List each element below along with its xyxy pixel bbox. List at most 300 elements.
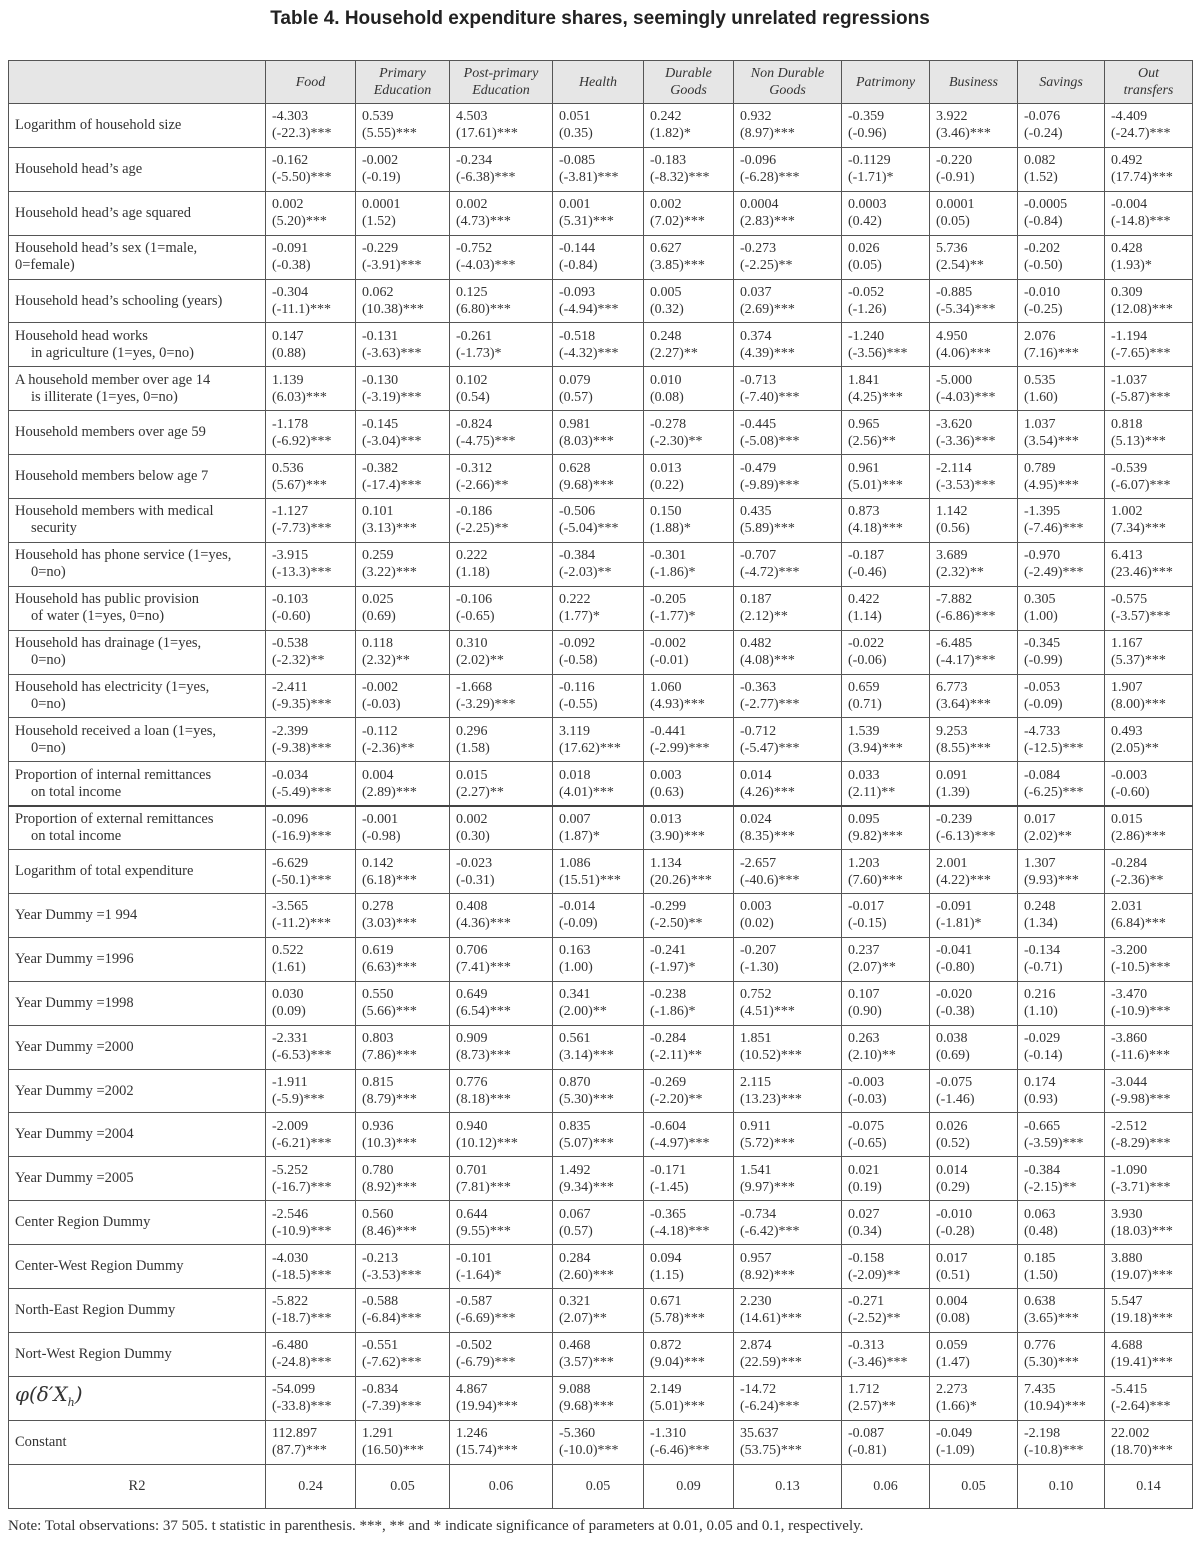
table-cell <box>734 1113 842 1157</box>
coefficient: 0.037 <box>740 285 772 300</box>
table-cell <box>553 586 644 630</box>
table-cell <box>644 104 734 148</box>
t-statistic: (-6.28)*** <box>740 170 800 186</box>
t-statistic: (4.25)*** <box>848 389 903 405</box>
coefficient: -5.415 <box>1111 1382 1148 1398</box>
table-cell <box>930 1113 1018 1157</box>
t-statistic: (13.23)*** <box>740 1092 802 1108</box>
coefficient: -2.657 <box>740 855 777 871</box>
t-statistic: (5.07)*** <box>559 1135 614 1151</box>
coefficient: -0.103 <box>272 592 309 608</box>
table-cell <box>734 586 842 630</box>
coefficient: -0.075 <box>848 1118 885 1134</box>
t-statistic: (5.13)*** <box>1111 433 1166 449</box>
column-header-line: Goods <box>670 83 707 98</box>
t-statistic: (8.92)*** <box>362 1179 417 1195</box>
table-cell <box>1105 455 1193 499</box>
coefficient: 1.851 <box>740 1031 772 1047</box>
coefficient: 9.253 <box>936 723 968 739</box>
coefficient: 2.273 <box>936 1382 968 1398</box>
t-statistic: (4.93)*** <box>650 697 705 713</box>
t-statistic: (8.00)*** <box>1111 697 1166 713</box>
table-cell <box>1018 499 1105 543</box>
coefficient: -0.304 <box>272 285 309 300</box>
table-cell <box>1018 542 1105 586</box>
table-cell <box>1018 1157 1105 1201</box>
t-statistic: (0.69) <box>362 609 396 625</box>
table-row <box>9 499 1193 543</box>
t-statistic: (-1.86)* <box>650 565 696 581</box>
coefficient: 0.305 <box>1024 592 1056 608</box>
table-row <box>9 235 1193 279</box>
t-statistic: (5.67)*** <box>272 477 327 493</box>
t-statistic: (1.60) <box>1024 389 1058 405</box>
table-row <box>9 191 1193 235</box>
coefficient: -0.187 <box>848 548 885 564</box>
table-cell <box>450 806 553 850</box>
t-statistic: (-6.25)*** <box>1024 784 1084 800</box>
coefficient: -0.052 <box>848 285 885 300</box>
coefficient: 0.095 <box>848 811 880 827</box>
t-statistic: (-5.49)*** <box>272 784 332 800</box>
table-cell <box>450 191 553 235</box>
table-cell <box>356 411 450 455</box>
table-cell <box>266 718 356 762</box>
coefficient: -0.220 <box>936 153 973 169</box>
coefficient: -5.360 <box>559 1426 596 1442</box>
table-cell <box>450 411 553 455</box>
coefficient: 0.222 <box>456 548 488 564</box>
coefficient: 0.981 <box>559 416 591 432</box>
coefficient: -4.409 <box>1111 109 1148 125</box>
column-header <box>1018 61 1105 104</box>
coefficient: 0.536 <box>272 460 304 476</box>
r2-value: 0.10 <box>1018 1464 1105 1508</box>
table-cell <box>1105 104 1193 148</box>
coefficient: 0.248 <box>1024 899 1056 915</box>
coefficient: 0.003 <box>740 899 772 915</box>
t-statistic: (5.89)*** <box>740 521 795 537</box>
t-statistic: (-12.5)*** <box>1024 740 1084 756</box>
coefficient: 5.736 <box>936 241 968 257</box>
coefficient: -0.183 <box>650 153 687 169</box>
t-statistic: (10.38)*** <box>362 302 424 317</box>
t-statistic: (-11.1)*** <box>272 302 331 317</box>
t-statistic: (2.11)** <box>848 784 896 800</box>
table-cell <box>450 1157 553 1201</box>
coefficient: 0.002 <box>272 197 304 213</box>
column-header <box>450 61 553 104</box>
table-note: Note: Total observations: 37 505. t statistic in parenthesis. ***, ** and * indicate significance of parameters at 0.01, 0.05 and 0.1, respectively. <box>8 1518 864 1534</box>
coefficient: 0.125 <box>456 285 488 300</box>
row-label-line: Year Dummy =2005 <box>15 1170 134 1187</box>
t-statistic: (-0.46) <box>848 565 887 581</box>
coefficient: -0.207 <box>740 943 777 959</box>
column-header-line: Out <box>1138 66 1159 81</box>
coefficient: 0.017 <box>1024 811 1056 827</box>
coefficient: -0.004 <box>1111 197 1148 213</box>
t-statistic: (-3.71)*** <box>1111 1179 1171 1195</box>
table-cell <box>734 1201 842 1245</box>
coefficient: -0.382 <box>362 460 399 476</box>
table-row <box>9 1157 1193 1201</box>
t-statistic: (6.54)*** <box>456 1004 511 1020</box>
table-cell <box>553 1376 644 1420</box>
table-cell <box>644 1245 734 1289</box>
coefficient: 0.059 <box>936 1338 968 1354</box>
t-statistic: (15.74)*** <box>456 1443 518 1459</box>
table-cell <box>842 894 930 938</box>
t-statistic: (-0.28) <box>936 1223 975 1239</box>
row-label <box>9 586 266 630</box>
coefficient: -0.092 <box>559 636 596 652</box>
table-row <box>9 455 1193 499</box>
table-cell <box>450 630 553 674</box>
coefficient: 0.024 <box>740 811 772 827</box>
coefficient: 0.482 <box>740 636 772 652</box>
table-row <box>9 279 1193 323</box>
coefficient: 0.0001 <box>936 197 975 213</box>
table-cell <box>644 630 734 674</box>
t-statistic: (2.00)** <box>559 1004 607 1020</box>
t-statistic: (7.16)*** <box>1024 345 1079 361</box>
table-cell <box>553 279 644 323</box>
t-statistic: (-5.87)*** <box>1111 389 1171 405</box>
t-statistic: (14.61)*** <box>740 1311 802 1327</box>
coefficient: 0.628 <box>559 460 591 476</box>
t-statistic: (-11.2)*** <box>272 916 331 932</box>
table-row <box>9 586 1193 630</box>
table-cell <box>734 191 842 235</box>
t-statistic: (-1.86)* <box>650 1004 696 1020</box>
coefficient: -0.101 <box>456 1250 493 1266</box>
table-cell <box>1105 1332 1193 1376</box>
coefficient: 0.147 <box>272 328 304 344</box>
column-header-line: Goods <box>769 83 806 98</box>
table-cell <box>644 1157 734 1201</box>
table-cell <box>842 1376 930 1420</box>
t-statistic: (6.63)*** <box>362 960 417 976</box>
coefficient: -1.395 <box>1024 504 1061 520</box>
table-cell <box>356 1289 450 1333</box>
table-cell <box>644 981 734 1025</box>
r2-value: 0.13 <box>734 1464 842 1508</box>
t-statistic: (3.54)*** <box>1024 433 1079 449</box>
table-cell <box>450 894 553 938</box>
coefficient: 1.539 <box>848 723 880 739</box>
t-statistic: (2.02)** <box>1024 828 1072 844</box>
t-statistic: (18.03)*** <box>1111 1223 1173 1239</box>
table-cell <box>842 674 930 718</box>
coefficient: -0.229 <box>362 241 399 257</box>
table-cell <box>266 1201 356 1245</box>
table-cell <box>734 455 842 499</box>
table-cell <box>356 937 450 981</box>
coefficient: 0.428 <box>1111 241 1143 257</box>
table-title: Table 4. Household expenditure shares, seemingly unrelated regressions <box>270 8 930 29</box>
t-statistic: (8.92)*** <box>740 1267 795 1283</box>
row-label <box>9 147 266 191</box>
table-cell <box>356 191 450 235</box>
coefficient: -5.000 <box>936 372 973 388</box>
t-statistic: (8.18)*** <box>456 1092 511 1108</box>
coefficient: 0.659 <box>848 680 880 696</box>
coefficient: -0.023 <box>456 855 493 871</box>
t-statistic: (9.68)*** <box>559 1399 614 1415</box>
t-statistic: (-6.92)*** <box>272 433 332 449</box>
table-cell <box>1018 1289 1105 1333</box>
t-statistic: (-2.03)** <box>559 565 612 581</box>
coefficient: 1.307 <box>1024 855 1056 871</box>
table-cell <box>553 1289 644 1333</box>
row-label-line: security <box>31 520 77 537</box>
table-cell <box>842 499 930 543</box>
table-cell <box>1105 411 1193 455</box>
coefficient: 0.259 <box>362 548 394 564</box>
t-statistic: (-0.06) <box>848 653 887 669</box>
t-statistic: (-0.60) <box>272 609 311 625</box>
coefficient: -0.284 <box>1111 855 1148 871</box>
row-label <box>9 1113 266 1157</box>
coefficient: 0.752 <box>740 987 772 1003</box>
table-cell <box>450 981 553 1025</box>
table-cell <box>842 279 930 323</box>
coefficient: 0.870 <box>559 1075 591 1091</box>
coefficient: -0.363 <box>740 680 777 696</box>
row-label-line: of water (1=yes, 0=no) <box>31 608 165 625</box>
table-cell <box>930 1157 1018 1201</box>
coefficient: 0.248 <box>650 328 682 344</box>
coefficient: 0.818 <box>1111 416 1143 432</box>
coefficient: -0.269 <box>650 1075 687 1091</box>
t-statistic: (3.94)*** <box>848 740 903 756</box>
table-row <box>9 674 1193 718</box>
coefficient: 0.835 <box>559 1118 591 1134</box>
table-cell <box>644 1113 734 1157</box>
t-statistic: (3.65)*** <box>1024 1311 1079 1327</box>
t-statistic: (-10.8)*** <box>1024 1443 1084 1459</box>
t-statistic: (0.34) <box>848 1223 882 1239</box>
coefficient: 0.309 <box>1111 285 1143 300</box>
t-statistic: (5.01)*** <box>650 1399 705 1415</box>
table-cell <box>842 937 930 981</box>
table-row <box>9 630 1193 674</box>
table-cell <box>356 279 450 323</box>
t-statistic: (-2.50)** <box>650 916 703 932</box>
coefficient: 4.867 <box>456 1382 488 1398</box>
row-label <box>9 894 266 938</box>
t-statistic: (-10.9)*** <box>272 1223 332 1239</box>
coefficient: 5.547 <box>1111 1294 1143 1310</box>
t-statistic: (-2.20)** <box>650 1092 703 1108</box>
coefficient: -0.085 <box>559 153 596 169</box>
coefficient: 0.007 <box>559 811 591 827</box>
t-statistic: (7.41)*** <box>456 960 511 976</box>
table-cell <box>266 279 356 323</box>
t-statistic: (-11.6)*** <box>1111 1048 1170 1064</box>
t-statistic: (-5.04)*** <box>559 521 619 537</box>
coefficient: -1.240 <box>848 328 885 344</box>
t-statistic: (9.04)*** <box>650 1355 705 1371</box>
row-label-line: North-East Region Dummy <box>15 1301 176 1318</box>
t-statistic: (-7.46)*** <box>1024 521 1084 537</box>
t-statistic: (8.79)*** <box>362 1092 417 1108</box>
t-statistic: (2.27)** <box>456 784 504 800</box>
coefficient: -0.002 <box>362 153 399 169</box>
column-header <box>644 61 734 104</box>
table-cell <box>1018 367 1105 411</box>
table-cell <box>842 1289 930 1333</box>
t-statistic: (-8.32)*** <box>650 170 710 186</box>
table-cell <box>266 1245 356 1289</box>
row-label <box>9 323 266 367</box>
coefficient: 1.203 <box>848 855 880 871</box>
table-cell <box>356 323 450 367</box>
table-cell <box>266 411 356 455</box>
table-cell <box>450 1113 553 1157</box>
table-cell <box>644 367 734 411</box>
table-cell <box>553 894 644 938</box>
coefficient: -0.0005 <box>1024 197 1068 213</box>
t-statistic: (-9.89)*** <box>740 477 800 493</box>
coefficient: -0.096 <box>740 153 777 169</box>
table-cell <box>644 191 734 235</box>
table-cell <box>266 894 356 938</box>
t-statistic: (-4.94)*** <box>559 302 619 317</box>
t-statistic: (-7.73)*** <box>272 521 332 537</box>
coefficient: -0.010 <box>936 1206 973 1222</box>
t-statistic: (-3.81)*** <box>559 170 619 186</box>
table-cell <box>1105 499 1193 543</box>
coefficient: -0.502 <box>456 1338 493 1354</box>
row-label <box>9 981 266 1025</box>
t-statistic: (-9.38)*** <box>272 740 332 756</box>
table-cell <box>930 191 1018 235</box>
table-cell <box>1105 806 1193 850</box>
table-cell <box>266 1289 356 1333</box>
column-header-line: Primary <box>379 66 426 81</box>
table-cell <box>842 1069 930 1113</box>
coefficient: 1.712 <box>848 1382 880 1398</box>
row-label-line: Household has electricity (1=yes, <box>15 679 210 696</box>
table-cell <box>266 1376 356 1420</box>
row-label <box>9 1376 266 1420</box>
table-cell <box>1105 1157 1193 1201</box>
coefficient: 0.010 <box>650 372 682 388</box>
table-cell <box>266 981 356 1025</box>
coefficient: -2.512 <box>1111 1118 1148 1134</box>
table-cell <box>644 674 734 718</box>
row-label-line: in agriculture (1=yes, 0=no) <box>31 344 194 361</box>
coefficient: 0.940 <box>456 1118 488 1134</box>
table-cell <box>1018 1025 1105 1069</box>
table-cell <box>450 323 553 367</box>
coefficient: 22.002 <box>1111 1426 1150 1442</box>
table-cell <box>450 499 553 543</box>
coefficient: -3.915 <box>272 548 309 564</box>
row-label <box>9 806 266 850</box>
table-cell <box>644 1332 734 1376</box>
coefficient: 2.001 <box>936 855 968 871</box>
t-statistic: (1.39) <box>936 784 970 800</box>
t-statistic: (-0.91) <box>936 170 975 186</box>
r2-value: 0.05 <box>553 1464 644 1508</box>
table-cell <box>842 104 930 148</box>
t-statistic: (2.89)*** <box>362 784 417 800</box>
coefficient: 1.492 <box>559 1162 591 1178</box>
coefficient: -0.186 <box>456 504 493 520</box>
coefficient: 0.118 <box>362 636 393 652</box>
coefficient: 4.503 <box>456 109 488 125</box>
t-statistic: (1.47) <box>936 1355 970 1371</box>
coefficient: -7.882 <box>936 592 973 608</box>
coefficient: -0.712 <box>740 723 777 739</box>
table-cell <box>842 1113 930 1157</box>
coefficient: -0.301 <box>650 548 687 564</box>
t-statistic: (-0.03) <box>848 1092 887 1108</box>
coefficient: -0.002 <box>650 636 687 652</box>
t-statistic: (2.56)** <box>848 433 896 449</box>
column-header-line: Business <box>949 74 998 90</box>
coefficient: 0.107 <box>848 987 880 1003</box>
table-cell <box>644 279 734 323</box>
t-statistic: (7.02)*** <box>650 214 705 230</box>
table-cell <box>1018 411 1105 455</box>
t-statistic: (4.73)*** <box>456 214 511 230</box>
table-row <box>9 894 1193 938</box>
t-statistic: (-0.80) <box>936 960 975 976</box>
coefficient: -2.411 <box>272 680 308 696</box>
t-statistic: (-6.07)*** <box>1111 477 1171 493</box>
table-cell <box>553 718 644 762</box>
regression-table <box>8 60 1193 1509</box>
column-header-line: Durable <box>665 66 712 81</box>
row-label <box>9 674 266 718</box>
table-cell <box>842 762 930 806</box>
table-cell <box>930 937 1018 981</box>
t-statistic: (-2.49)*** <box>1024 565 1084 581</box>
table-cell <box>930 455 1018 499</box>
table-cell <box>644 323 734 367</box>
table-cell <box>842 630 930 674</box>
coefficient: -0.239 <box>936 811 973 827</box>
t-statistic: (0.08) <box>936 1311 970 1327</box>
table-cell <box>930 323 1018 367</box>
t-statistic: (-22.3)*** <box>272 126 332 142</box>
coefficient: -0.014 <box>559 899 596 915</box>
t-statistic: (0.05) <box>848 258 882 274</box>
table-cell <box>734 806 842 850</box>
t-statistic: (-3.57)*** <box>1111 609 1171 625</box>
table-cell <box>930 981 1018 1025</box>
table-cell <box>1105 894 1193 938</box>
t-statistic: (0.32) <box>650 302 684 317</box>
coefficient: -1.310 <box>650 1426 687 1442</box>
coefficient: -0.091 <box>272 241 309 257</box>
t-statistic: (2.27)** <box>650 345 698 361</box>
table-row <box>9 1289 1193 1333</box>
coefficient: -0.002 <box>362 680 399 696</box>
t-statistic: (-2.11)** <box>650 1048 702 1064</box>
table-cell <box>1018 1332 1105 1376</box>
t-statistic: (-1.71)* <box>848 170 894 186</box>
t-statistic: (3.57)*** <box>559 1355 614 1371</box>
t-statistic: (19.07)*** <box>1111 1267 1173 1283</box>
table-cell <box>266 1069 356 1113</box>
t-statistic: (-6.86)*** <box>936 609 996 625</box>
t-statistic: (-1.30) <box>740 960 779 976</box>
table-cell <box>450 104 553 148</box>
